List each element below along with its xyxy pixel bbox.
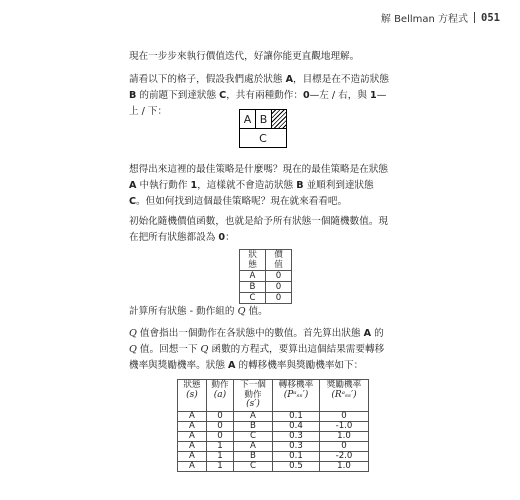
chapter-title: 解 Bellman 方程式 [380, 14, 469, 25]
zero-term: 0 [218, 232, 226, 243]
table-cell: 1 [207, 441, 234, 451]
table-row [178, 441, 369, 451]
table-cell: C [240, 293, 266, 304]
table-cell: B [234, 451, 273, 461]
state-b-term: B [296, 180, 304, 191]
table-cell: C [234, 431, 273, 441]
table-row [178, 411, 369, 421]
action-1-term: 1 [190, 180, 198, 191]
table-row [240, 271, 292, 282]
table-cell: 0.1 [273, 451, 320, 461]
header-symbol: (a) [213, 389, 227, 400]
grid-cell-blocked [272, 110, 286, 129]
table-cell: 0 [266, 293, 292, 304]
paragraph-text: 現在一步步來執行價值迭代，好讓你能更直觀地理解。 [129, 51, 360, 62]
text-segment: 計算所有狀態 - 動作組的 [129, 306, 238, 317]
table-cell: 0 [320, 411, 369, 421]
grid-cell-c: C [259, 131, 267, 145]
table-cell: A [178, 411, 207, 421]
table-cell: 1 [207, 461, 234, 471]
page-number: 051 [481, 11, 500, 24]
paragraph-optimal-policy [129, 162, 391, 210]
table-cell: 0.5 [273, 461, 320, 471]
table-row [178, 431, 369, 441]
column-header-action [207, 380, 234, 412]
q-symbol: Q [129, 344, 137, 355]
text-segment: ，這樣就不會造訪狀態 [197, 180, 297, 191]
text-segment: 。但如何找到這個最佳策略呢？現在就來看看吧。 [136, 196, 348, 207]
table-cell: C [234, 461, 273, 471]
text-segment: —上 / 下： [129, 90, 387, 117]
header-label: 動作 [211, 380, 229, 390]
text-segment: 並順利到達狀態 [303, 180, 374, 191]
state-b-term: B [129, 90, 137, 101]
header-label: 狀態 [183, 380, 201, 390]
header-label: 獎勵機率 [326, 380, 362, 390]
text-segment: 的轉移機率與獎勵機率如下： [235, 360, 364, 371]
text-segment: 想得出來這裡的最佳策略是什麼嗎？現在的最佳策略是在狀態 [129, 164, 389, 175]
text-segment: ，共有兩種動作： [226, 90, 303, 101]
state-a-term: A [285, 74, 293, 85]
table-cell: 1.0 [320, 431, 369, 441]
text-segment: 請看以下的格子，假設我們處於狀態 [129, 74, 286, 85]
paragraph-compute-q [129, 304, 391, 320]
text-segment: 初始化隨機價值函數，也就是給予所有狀態一個隨機數值。現在把所有狀態都設為 [129, 216, 389, 243]
column-header-reward-probability [320, 380, 369, 412]
q-symbol: Q [237, 306, 246, 317]
column-header-transition-probability [273, 380, 320, 412]
grid-cell-a: A [240, 110, 256, 129]
state-c-term: C [219, 90, 227, 101]
text-segment: 值會指出一個動作在各狀態中的數值。首先算出狀態 [136, 328, 364, 339]
state-a-term: A [228, 360, 236, 371]
table-row [178, 461, 369, 471]
table-header-row [178, 380, 369, 412]
table-cell: 0.3 [273, 431, 320, 441]
text-segment: 函數的方程式，要算出這個結果需要轉移機率與獎勵機率。狀態 [129, 344, 385, 371]
header-label: 下一個動作 [240, 380, 266, 400]
table-cell: A [178, 441, 207, 451]
table-row [240, 293, 292, 304]
state-a-term: A [363, 328, 372, 339]
table-cell: 0.3 [273, 441, 320, 451]
text-segment: ，目標是在不造訪狀態 [293, 74, 389, 85]
table-cell: A [178, 421, 207, 431]
header-symbol: (s′) [246, 399, 260, 409]
header-symbol: (s) [186, 389, 198, 400]
table-cell: A [234, 411, 273, 421]
table-cell: 0 [207, 411, 234, 421]
header-symbol: (Pᵃₛₛ′) [283, 389, 309, 400]
text-segment: 值。 [245, 306, 268, 317]
action-0-term: 0 [302, 90, 310, 101]
column-header-state [178, 380, 207, 412]
table-cell: 0 [266, 282, 292, 293]
table-cell: 0.4 [273, 421, 320, 431]
table-cell: -1.0 [320, 421, 369, 431]
page-header [381, 10, 500, 25]
paragraph-q-explanation [129, 326, 391, 374]
q-symbol: Q [200, 344, 209, 355]
table-cell: A [178, 451, 207, 461]
table-header-row [240, 250, 292, 271]
table-cell: A [234, 441, 273, 451]
q-symbol: Q [129, 328, 137, 339]
text-segment: 值。回想一下 [136, 344, 201, 355]
text-segment: 的 [371, 328, 384, 339]
grid-cell-b: B [256, 110, 272, 129]
table-cell: A [178, 431, 207, 441]
column-header-value: 價值 [266, 250, 292, 271]
state-grid-diagram [239, 109, 287, 148]
text-segment: 的前題下到達狀態 [136, 90, 220, 101]
paragraph-intro [129, 49, 391, 65]
table-cell: 0 [266, 271, 292, 282]
table-row [178, 451, 369, 461]
table-row [178, 421, 369, 431]
state-c-term: C [129, 196, 137, 207]
table-cell: 0 [320, 441, 369, 451]
transition-table [177, 379, 369, 472]
state-a-term: A [129, 180, 137, 191]
table-cell: 1 [207, 451, 234, 461]
text-segment: 中執行動作 [136, 180, 191, 191]
table-cell: 0 [207, 421, 234, 431]
column-header-next-state [234, 380, 273, 412]
action-1-term: 1 [370, 90, 377, 101]
table-cell: B [240, 282, 266, 293]
text-segment: ： [225, 232, 235, 243]
table-cell: 0 [207, 431, 234, 441]
value-table [239, 249, 292, 304]
table-cell: A [178, 461, 207, 471]
table-cell: -2.0 [320, 451, 369, 461]
paragraph-initialize [129, 214, 391, 246]
column-header-state: 狀態 [240, 250, 266, 271]
table-row [240, 282, 292, 293]
header-divider [474, 12, 475, 23]
text-segment: —左 / 右，與 [309, 90, 371, 101]
table-cell: B [234, 421, 273, 431]
transition-table-body [178, 411, 369, 471]
header-label: 轉移機率 [278, 380, 314, 390]
table-cell: 0.1 [273, 411, 320, 421]
table-cell: A [240, 271, 266, 282]
table-cell: 1.0 [320, 461, 369, 471]
header-symbol: (Rᵃₛₛ′) [331, 389, 357, 400]
